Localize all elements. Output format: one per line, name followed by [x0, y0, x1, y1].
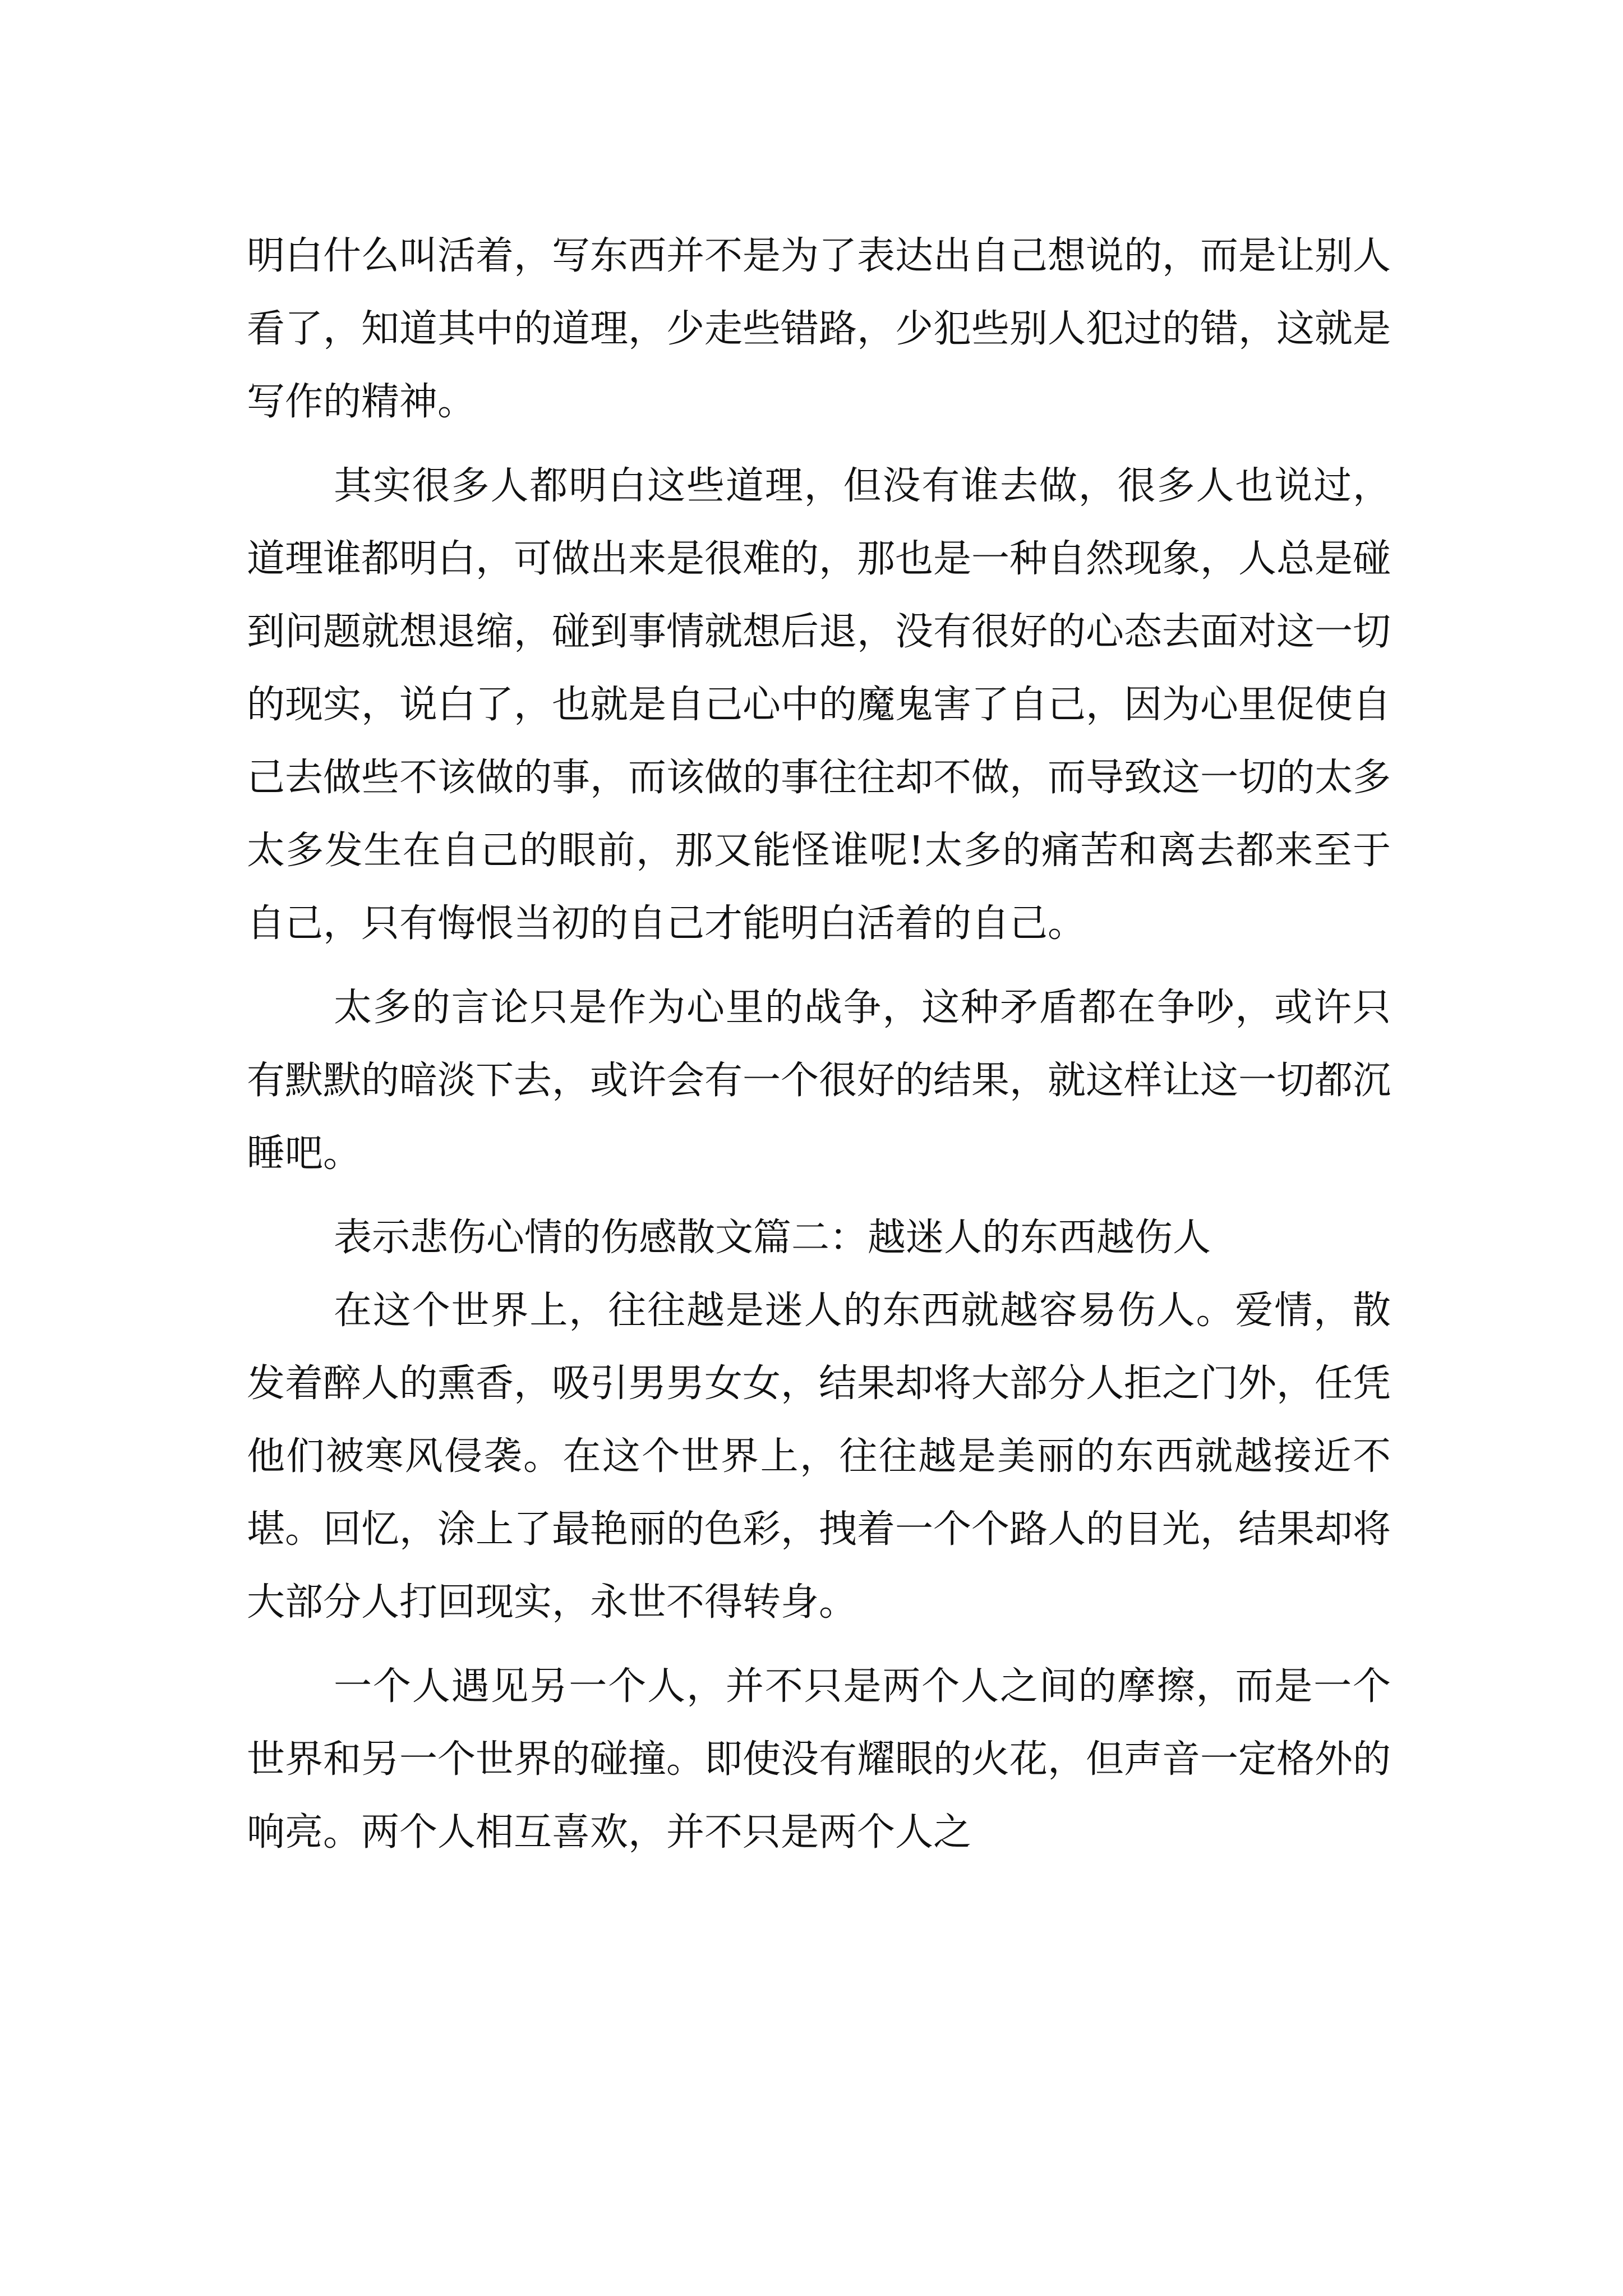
document-body	[247, 220, 1391, 1869]
paragraph-4: 在这个世界上，往往越是迷人的东西就越容易伤人。爱情，散发着醉人的熏香，吸引男男女女，结果却将大部分人拒之门外，任凭他们被寒风侵袭。在这个世界上，往往越是美丽的东西就越接近不堪。回忆，涂上了最艳丽的色彩，拽着一个个路人的目光，结果却将大部分人打回现实，永世不得转身。	[247, 1289, 1391, 1625]
paragraph-3: 太多的言论只是作为心里的战争，这种矛盾都在争吵，或许只有默默的暗淡下去，或许会有一个很好的结果，就这样让这一切都沉睡吧。	[247, 986, 1391, 1176]
section-heading: 表示悲伤心情的伤感散文篇二：越迷人的东西越伤人	[334, 1216, 1211, 1260]
paragraph-2: 其实很多人都明白这些道理，但没有谁去做，很多人也说过，道理谁都明白，可做出来是很难的，那也是一种自然现象，人总是碰到问题就想退缩，碰到事情就想后退，没有很好的心态去面对这一切的现实，说白了，也就是自己心中的魔鬼害了自己，因为心里促使自己去做些不该做的事，而该做的事往往却不做，而导致这一切的太多太多发生在自己的眼前，那又能怪谁呢!太多的痛苦和离去都来至于自己，只有悔恨当初的自己才能明白活着的自己。	[247, 464, 1391, 946]
paragraph-1: 明白什么叫活着，写东西并不是为了表达出自己想说的，而是让别人看了，知道其中的道理，少走些错路，少犯些别人犯过的错，这就是写作的精神。	[247, 234, 1391, 424]
paragraph-5: 一个人遇见另一个人，并不只是两个人之间的摩擦，而是一个世界和另一个世界的碰撞。即使没有耀眼的火花，但声音一定格外的响亮。两个人相互喜欢，并不只是两个人之	[247, 1664, 1391, 1855]
